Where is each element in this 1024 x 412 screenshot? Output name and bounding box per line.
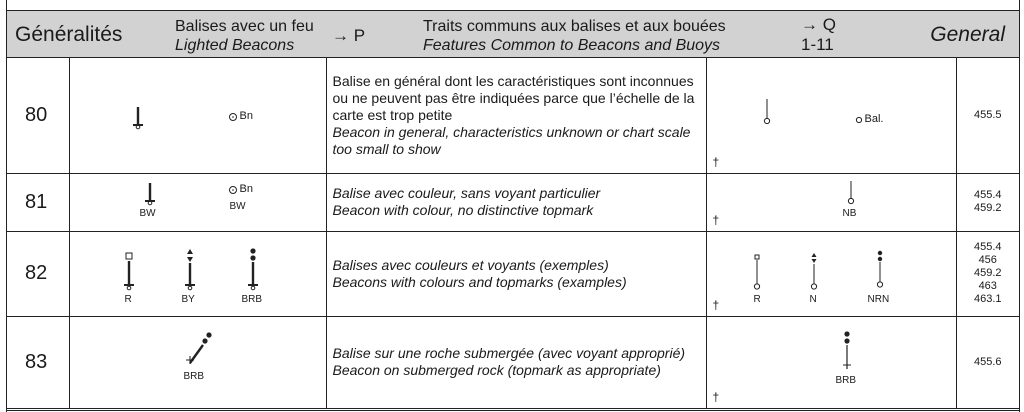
beacon-square-topmark-icon xyxy=(123,252,135,292)
reference-numbers xyxy=(956,316,1019,408)
reference-number: 459.2 xyxy=(973,202,1002,214)
cross-ref-p[interactable]: → P xyxy=(332,26,366,45)
table-row xyxy=(7,316,1019,408)
description-en: Beacons with colours and topmarks (examples) xyxy=(332,273,627,290)
section-header xyxy=(7,11,1019,58)
description xyxy=(326,316,706,408)
beacon-symbol-icon xyxy=(132,106,144,130)
description-fr: Balise avec couleur, sans voyant particulier xyxy=(332,185,601,201)
description xyxy=(326,173,706,231)
symbol-table-frame xyxy=(6,0,1020,412)
row-number: 82 xyxy=(7,231,69,316)
symbol-intl xyxy=(69,173,326,231)
section-title-fr: Balises avec un feu xyxy=(175,18,314,35)
cross-ref-p-label: P xyxy=(353,26,366,45)
symbol-label: NB xyxy=(842,207,857,219)
position-circle-icon xyxy=(228,185,238,195)
symbol-label: Bn xyxy=(239,110,253,122)
symbol-label: N xyxy=(809,293,817,305)
symbol-label: BW xyxy=(139,207,156,219)
beacon-cone-topmark-icon xyxy=(808,252,820,292)
symbol-label: BRB xyxy=(835,374,857,386)
symbol-label: Bal. xyxy=(864,113,884,125)
reference-number: 456 xyxy=(978,254,997,266)
reference-number: 459.2 xyxy=(973,267,1002,279)
beacon-sphere-topmark-icon xyxy=(874,250,886,290)
symbol-national xyxy=(706,173,956,231)
symbol-label: R xyxy=(753,293,761,305)
dagger-mark: † xyxy=(712,154,720,169)
position-circle-icon xyxy=(855,116,863,124)
description-fr: Balise sur une roche submergée (avec voyant approprié) xyxy=(332,345,686,361)
description-en: Beacon in general, characteristics unknown or chart scale too small to show xyxy=(332,123,691,157)
bottom-border xyxy=(7,410,1019,411)
table-row xyxy=(7,231,1019,316)
reference-numbers xyxy=(956,58,1019,173)
description xyxy=(326,231,706,316)
beacon-symbol-icon xyxy=(845,180,857,206)
reference-number: 455.5 xyxy=(973,108,1002,121)
reference-number: 455.6 xyxy=(973,355,1002,368)
symbol-label: BY xyxy=(181,293,195,305)
symbol-label: Bn xyxy=(239,182,253,195)
beacon-sphere-topmark-icon xyxy=(247,248,259,292)
table-row xyxy=(7,173,1019,231)
dagger-mark: † xyxy=(712,297,720,312)
description-en: Beacon on submerged rock (topmark as appropriate) xyxy=(332,362,661,378)
description-fr: Balise en général dont les caractéristiques sont inconnues ou ne peuvent pas être indiquées parce que l’échelle de la carte est trop petite xyxy=(332,72,695,123)
cross-ref-q-label: Q xyxy=(822,15,836,34)
symbol-intl xyxy=(69,231,326,316)
category-title-fr: Généralités xyxy=(15,23,123,46)
beacon-cone-topmark-icon xyxy=(184,248,196,292)
description-fr: Balises avec couleurs et voyants (exemples) xyxy=(332,256,609,273)
symbol-intl xyxy=(69,58,326,173)
symbol-label: BW xyxy=(229,200,246,212)
reference-number: 455.4 xyxy=(973,189,1002,201)
symbol-label: BRB xyxy=(183,370,205,382)
table-row xyxy=(7,58,1019,173)
symbol-national xyxy=(706,231,956,316)
symbol-intl xyxy=(69,316,326,408)
row-number: 83 xyxy=(7,316,69,408)
section-title-en: Lighted Beacons xyxy=(175,37,295,54)
section2-title-fr: Traits communs aux balises et aux bouées xyxy=(423,18,726,35)
beacon-on-rock-icon xyxy=(841,331,853,375)
symbol-national xyxy=(706,316,956,408)
reference-number: 463.1 xyxy=(973,293,1002,305)
cross-ref-q-range: 1-11 xyxy=(801,35,834,54)
symbol-label: R xyxy=(124,293,132,305)
description-en: Beacon with colour, no distinctive topmark xyxy=(332,202,594,218)
row-number: 81 xyxy=(7,173,69,231)
beacon-on-rock-icon xyxy=(184,331,216,371)
category-title-en: General xyxy=(930,23,1005,46)
beacon-symbol-icon xyxy=(761,98,773,126)
reference-numbers xyxy=(956,173,1019,231)
description xyxy=(326,58,706,173)
reference-number: 463 xyxy=(978,280,997,292)
symbol-label: BRB xyxy=(241,293,263,305)
section-lighted-beacons xyxy=(175,17,314,55)
cross-ref-q[interactable]: → Q 1-11 xyxy=(801,15,836,54)
dagger-mark: † xyxy=(712,212,720,227)
section-common-features xyxy=(423,17,726,55)
symbols-table xyxy=(7,58,1019,409)
symbol-label: NRN xyxy=(867,293,890,305)
beacon-square-topmark-icon xyxy=(751,254,763,292)
section2-title-en: Features Common to Beacons and Buoys xyxy=(423,37,721,54)
reference-numbers xyxy=(956,231,1019,316)
row-number: 80 xyxy=(7,58,69,173)
symbol-national xyxy=(706,58,956,173)
beacon-symbol-icon xyxy=(144,182,156,206)
position-circle-icon xyxy=(228,112,238,122)
dagger-mark: † xyxy=(712,389,720,404)
reference-number: 455.4 xyxy=(973,241,1002,253)
